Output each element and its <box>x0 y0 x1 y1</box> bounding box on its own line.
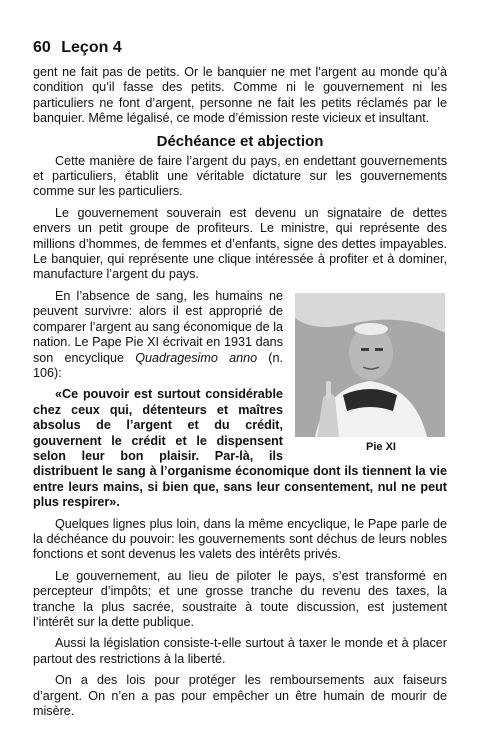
paragraph: Le gouvernement, au lieu de piloter le pays, s’est transformé en percepteur d’impôts; et une grosse tranche du revenu des taxes, la tranche la plus sacrée, soustraite à toute discussion, est justement l’intérêt sur la dette publique. <box>33 568 447 629</box>
pope-figure <box>293 293 447 454</box>
encyclical-quote: «Ce pouvoir est surtout considérable chez ceux qui, détenteurs et maîtres absolus de l’argent et du crédit, gouvernent le crédit et le dispensent selon leur bon plaisir. Par-là, ils distribuent le sang à l’organisme économique dont ils tiennent la vie entre leurs mains, si bien que, sans leur consentement, nul ne peut plus respirer». <box>33 387 447 510</box>
page <box>33 38 447 719</box>
paragraph: Aussi la législation consiste-t-elle surtout à taxer le monde et à placer partout des restrictions à la liberté. <box>33 636 447 666</box>
paragraph-text: En l’absence de sang, les humains ne peuvent survivre: alors il est approprié de comparer l’argent au sang économique de la nation. Le Pape Pie XI écrivait en 1931 dans son encyclique <box>33 288 283 365</box>
paragraph: gent ne fait pas de petits. Or le banquier ne met l’argent au monde qu’à condition qu’il fasse des petits. Comme ni le gouvernement ni les particuliers ne font d’argent, personne ne fait les petits réclamés par le banquier. Même légalisé, ce mode d’émission reste vicieux et insultant. <box>33 65 447 126</box>
page-header <box>33 38 447 58</box>
paragraph: Quelques lignes plus loin, dans la même encyclique, le Pape parle de la déchéance du pouvoir: les gouvernements sont déchus de leurs nobles fonctions et sont devenus les valets des intérêts privés. <box>33 516 447 562</box>
section-label: Leçon 4 <box>61 39 122 56</box>
paragraph: On a des lois pour protéger les remboursements aux faiseurs d’argent. On n’en a pas pour empêcher un être humain de mourir de misère. <box>33 673 447 719</box>
encyclical-title: Quadragesimo anno <box>135 350 258 365</box>
figure-caption: Pie XI <box>366 440 396 453</box>
paragraph: Le gouvernement souverain est devenu un signataire de dettes envers un petit groupe de profiteurs. Le ministre, qui représente des millions d’hommes, de femmes et d’enfants, signe des dettes impayables. Le banquier, qui représente une clique intéressée à profiter et à dominer, manufacture l’argent du pays. <box>33 205 447 282</box>
paragraph-text: (n. 106): <box>33 350 284 380</box>
pope-photo <box>295 293 445 437</box>
paragraph: Cette manière de faire l’argent du pays, en endettant gouvernements et particuliers, établit une véritable dictature sur les gouvernements comme sur les particuliers. <box>33 153 447 199</box>
section-title: Déchéance et abjection <box>156 132 324 150</box>
page-number: 60 <box>33 39 51 56</box>
